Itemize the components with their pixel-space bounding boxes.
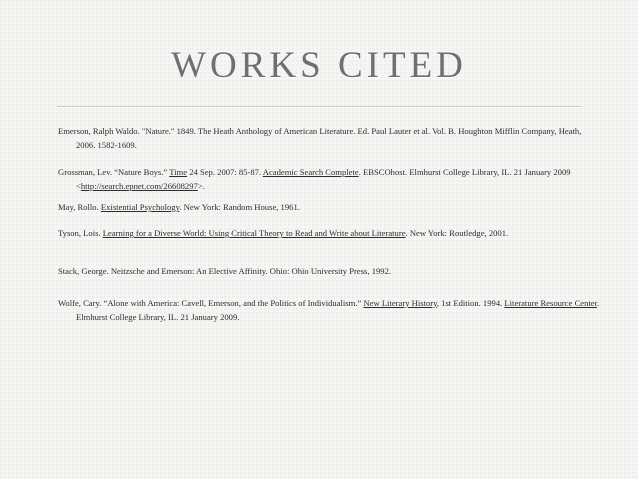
citation-text: . EBSCOhost. Elmhurst College Library, IL. 21 January 2009 <: [76, 167, 571, 191]
citation-may: [58, 200, 601, 214]
citation-text: , 1st Edition. 1994.: [436, 298, 505, 308]
citation-database-name: Literature Resource Center: [504, 298, 598, 308]
citation-text: Tyson, Lois.: [58, 228, 103, 238]
citation-book-title: Learning for a Diverse World: Using Critical Theory to Read and Write about Literature: [102, 228, 406, 238]
citation-text: May, Rollo.: [58, 202, 101, 212]
citation-journal-title: New Literary History: [363, 298, 437, 308]
citation-wolfe: [58, 296, 601, 324]
title-divider: [57, 106, 581, 107]
citation-text: . New York: Routledge, 2001.: [405, 228, 509, 238]
citation-text: Stack, George. Neitzsche and Emerson: An Elective Affinity. Ohio: Ohio University Press, 1992.: [58, 266, 392, 276]
citation-text: . Elmhurst College Library, IL. 21 January 2009.: [76, 298, 600, 322]
citation-emerson: [58, 124, 601, 152]
citation-text: . New York: Random House, 1961.: [179, 202, 300, 212]
citation-tyson: [58, 226, 601, 240]
citation-text: Emerson, Ralph Waldo. "Nature." 1849. The Heath Anthology of American Literature. Ed. Paul Lauter et al. Vol. B. Houghton Mifflin Company, Heath, 2006. 1582-1609.: [58, 126, 582, 150]
citation-text: 24 Sep. 2007: 85-87.: [187, 167, 263, 177]
citation-source-title: Time: [169, 167, 188, 177]
citation-book-title: Existential Psychology: [100, 202, 180, 212]
slide-title: WORKS CITED: [171, 45, 467, 86]
citation-url-link[interactable]: http://search.epnet.com/26608297: [80, 181, 198, 191]
citation-stack: [58, 264, 601, 278]
citation-grossman: [58, 165, 601, 193]
citation-text: Grossman, Lev. “Nature Boys.”: [58, 167, 170, 177]
citation-text: Wolfe, Cary. “Alone with America: Cavell, Emerson, and the Politics of Individualism.”: [58, 298, 364, 308]
citation-database-name: Academic Search Complete: [262, 167, 359, 177]
citation-text: >.: [197, 181, 205, 191]
